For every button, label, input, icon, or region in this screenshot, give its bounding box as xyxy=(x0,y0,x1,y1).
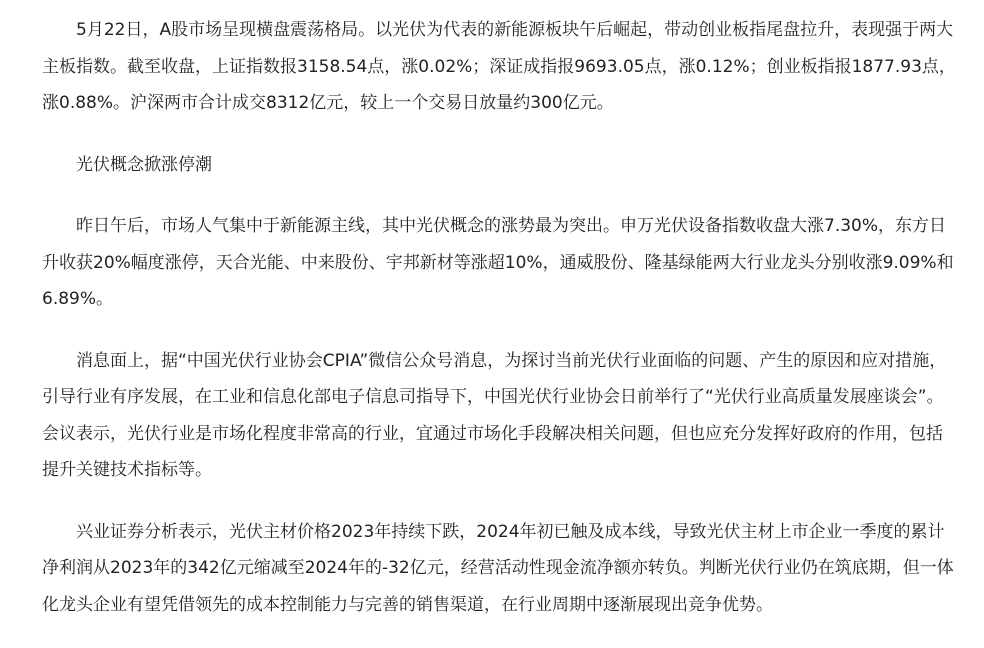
paragraph-news: 消息面上，据“中国光伏行业协会CPIA”微信公众号消息，为探讨当前光伏行业面临的问题、产生的原因和应对措施，引导行业有序发展，在工业和信息化部电子信息司指导下，中国光伏行业协会日前举行了“光伏行业高质量发展座谈会”。会议表示，光伏行业是市场化程度非常高的行业，宜通过市场化手段解决相关问题，但也应充分发挥好政府的作用，包括提升关键技术指标等。 xyxy=(42,350,947,480)
paragraph-analysis: 兴业证券分析表示，光伏主材价格2023年持续下跌，2024年初已触及成本线，导致光伏主材上市企业一季度的累计净利润从2023年的342亿元缩减至2024年的-32亿元，经营活动性现金流净额亦转负。判断光伏行业仍在筑底期，但一体化龙头企业有望凭借领先的成本控制能力与完善的销售渠道，在行业周期中逐渐展现出竞争优势。 xyxy=(42,521,954,615)
paragraph-market-summary: 5月22日，A股市场呈现横盘震荡格局。以光伏为代表的新能源板块午后崛起，带动创业板指尾盘拉升，表现强于两大主板指数。截至收盘，上证指数报3158.54点，涨0.02%；深证成指报9693.05点，涨0.12%；创业板指报1877.93点，涨0.88%。沪深两市合计成交8312亿元，较上一个交易日放量约300亿元。 xyxy=(42,20,956,113)
article-body xyxy=(42,12,958,648)
paragraph-pv-rally: 昨日午后，市场人气集中于新能源主线，其中光伏概念的涨势最为突出。申万光伏设备指数收盘大涨7.30%，东方日升收获20%幅度涨停，天合光能、中来股份、宇邦新材等涨超10%，通威股份、隆基绿能两大行业龙头分别收涨9.09%和6.89%。 xyxy=(42,216,954,309)
section-heading: 光伏概念掀涨停潮 xyxy=(76,154,212,175)
